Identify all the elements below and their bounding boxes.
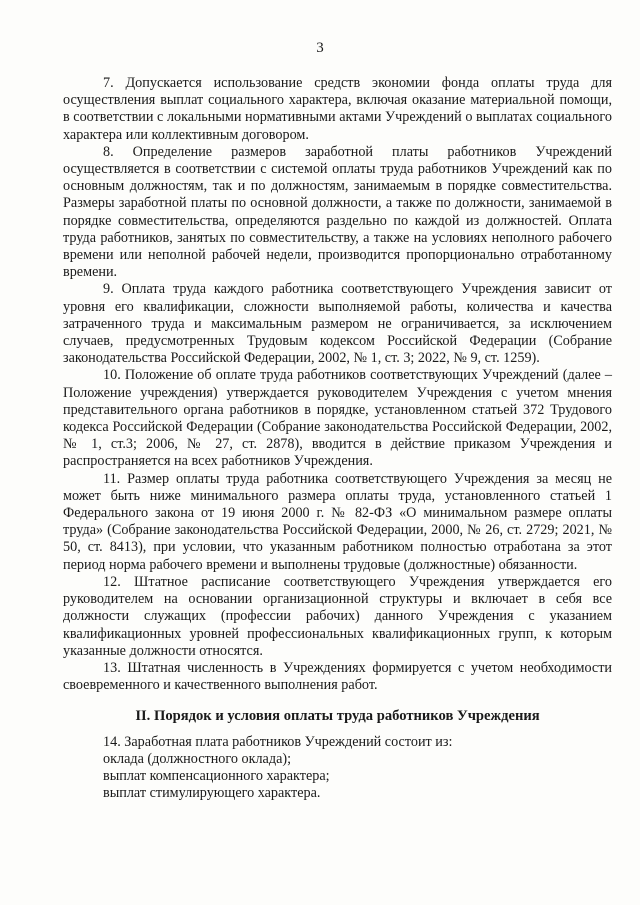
list-item: выплат компенсационного характера; — [103, 767, 330, 784]
paragraph-10: 10. Положение об оплате труда работников соответствующих Учреждений (далее – Положение учреждения) утверждается руководителем Учреждения с учетом мнения представительного органа работников в порядке, установленном статьей 372 Трудового кодекса Российской Федерации (Собрание законодательства Российской Федерации, 2002, № 1, ст.3; 2006, № 27, ст. 2878), вводится в действие приказом Учреждения и распространяется на всех работников Учреждения. — [63, 367, 612, 470]
document-body — [63, 75, 612, 802]
paragraph-12: 12. Штатное расписание соответствующего Учреждения утверждается его руководителем на основании организационной структуры и включает в себя все должности служащих (профессии рабочих) данного Учреждения с указанием квалификационных уровней профессиональных квалификационных групп, к которым указанные должности относятся. — [63, 573, 612, 659]
paragraph-8: 8. Определение размеров заработной платы работников Учреждений осуществляется в соответствии с системой оплаты труда работников Учреждений как по основным должностям, так и по должностям, занимаемым в порядке совместительства. Размеры заработной платы по основной должности, а также по должности, занимаемой в порядке совместительства, определяются раздельно по каждой из должностей. Оплата труда работников, занятых по совместительству, а также на условиях неполного рабочего времени или неполной рабочей недели, производится пропорционально отработанному времени. — [63, 143, 612, 281]
list-item: выплат стимулирующего характера. — [103, 785, 321, 802]
paragraph-11: 11. Размер оплаты труда работника соответствующего Учреждения за месяц не может быть ниже минимального размера оплаты труда, установленного статьей 1 Федерального закона от 19 июня 2000 г. № 82-ФЗ «О минимальном размере оплаты труда» (Собрание законодательства Российской Федерации, 2000, № 26, ст. 2729; 2021, № 50, ст. 8413), при условии, что указанным работником полностью отработана за этот период норма рабочего времени и выполнены трудовые (должностные) обязанности. — [63, 470, 612, 573]
list-item: оклада (должностного оклада); — [103, 750, 292, 767]
paragraph-9: 9. Оплата труда каждого работника соответствующего Учреждения зависит от уровня его квалификации, сложности выполняемой работы, количества и качества затраченного труда и максимальным размером не ограничивается, за исключением случаев, предусмотренных Трудовым кодексом Российской Федерации (Собрание законодательства Российской Федерации, 2002, № 1, ст. 3; 2022, № 9, ст. 1259). — [63, 281, 612, 367]
paragraph-13: 13. Штатная численность в Учреждениях формируется с учетом необходимости своевременного и качественного выполнения работ. — [63, 659, 612, 694]
paragraph-14-intro: 14. Заработная плата работников Учреждений состоит из: — [103, 733, 453, 750]
paragraph-7: 7. Допускается использование средств экономии фонда оплаты труда для осуществления выплат социального характера, включая оказание материальной помощи, в соответствии с локальными нормативными актами Учреждений о выплатах социального характера или коллективным договором. — [63, 75, 612, 143]
section-title: II. Порядок и условия оплаты труда работников Учреждения — [135, 708, 540, 725]
page-number: 3 — [316, 40, 324, 56]
